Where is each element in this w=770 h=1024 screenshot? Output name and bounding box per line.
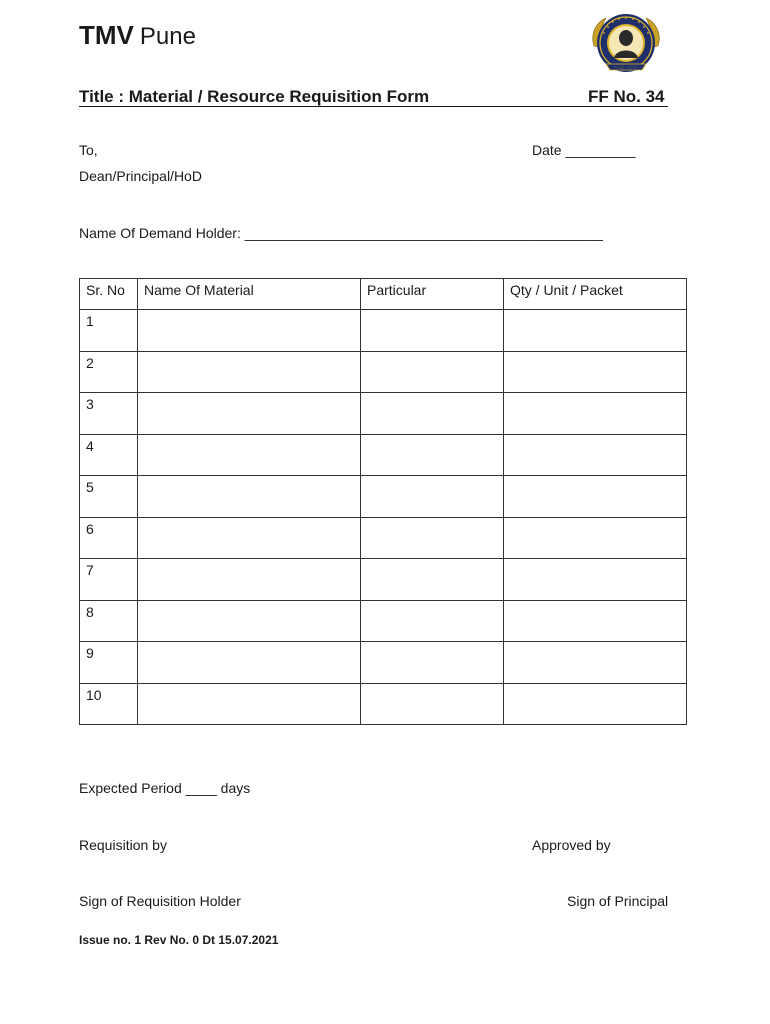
material-name-cell[interactable] [138,559,361,601]
sr-no-cell: 9 [80,642,138,684]
table-row [80,434,687,476]
addressee: Dean/Principal/HoD [79,168,202,184]
table-row [80,559,687,601]
qty-cell[interactable] [504,683,687,725]
particular-cell[interactable] [361,559,504,601]
requisition-table [79,278,687,725]
form-number: FF No. 34 [588,87,665,106]
particular-cell[interactable] [361,642,504,684]
qty-cell[interactable] [504,642,687,684]
sr-no-cell: 7 [80,559,138,601]
sign-requisition-holder-label: Sign of Requisition Holder [79,893,241,909]
approved-by-label: Approved by [532,837,611,853]
header-particular: Particular [361,279,504,310]
issue-revision-info: Issue no. 1 Rev No. 0 Dt 15.07.2021 [79,933,279,947]
qty-cell[interactable] [504,517,687,559]
form-title: Title : Material / Resource Requisition Form [79,87,430,106]
material-name-cell[interactable] [138,683,361,725]
qty-cell[interactable] [504,559,687,601]
logo-established-text: Estd. 1921 [614,66,638,72]
demand-holder-field[interactable]: Name Of Demand Holder: ______________________________________________ [79,225,603,241]
particular-cell[interactable] [361,434,504,476]
particular-cell[interactable] [361,517,504,559]
material-name-cell[interactable] [138,600,361,642]
table-row [80,517,687,559]
table-row [80,600,687,642]
sr-no-cell: 4 [80,434,138,476]
header-name-of-material: Name Of Material [138,279,361,310]
sr-no-cell: 8 [80,600,138,642]
requisition-by-label: Requisition by [79,837,167,853]
particular-cell[interactable] [361,683,504,725]
table-header-row [80,279,687,310]
qty-cell[interactable] [504,600,687,642]
qty-cell[interactable] [504,393,687,435]
particular-cell[interactable] [361,476,504,518]
material-name-cell[interactable] [138,642,361,684]
table-row [80,476,687,518]
material-name-cell[interactable] [138,476,361,518]
table-row [80,310,687,352]
material-name-cell[interactable] [138,310,361,352]
sr-no-cell: 3 [80,393,138,435]
organization-name [79,20,196,52]
table-row [80,393,687,435]
sr-no-cell: 2 [80,351,138,393]
expected-period-field[interactable]: Expected Period ____ days [79,780,251,796]
qty-cell[interactable] [504,434,687,476]
sr-no-cell: 6 [80,517,138,559]
particular-cell[interactable] [361,600,504,642]
material-name-cell[interactable] [138,393,361,435]
table-row [80,642,687,684]
organization-place: Pune [139,23,196,50]
table-row [80,351,687,393]
sr-no-cell: 5 [80,476,138,518]
qty-cell[interactable] [504,351,687,393]
organization-short-name: TMV [79,20,134,50]
material-name-cell[interactable] [138,351,361,393]
table-row [80,683,687,725]
qty-cell[interactable] [504,476,687,518]
sr-no-cell: 1 [80,310,138,352]
header-sr-no: Sr. No [80,279,138,310]
particular-cell[interactable] [361,310,504,352]
header-qty-unit-packet: Qty / Unit / Packet [504,279,687,310]
date-field[interactable]: Date _________ [532,142,636,158]
material-name-cell[interactable] [138,517,361,559]
title-divider [79,106,668,107]
particular-cell[interactable] [361,393,504,435]
particular-cell[interactable] [361,351,504,393]
to-label: To, [79,142,98,158]
material-name-cell[interactable] [138,434,361,476]
sr-no-cell: 10 [80,683,138,725]
qty-cell[interactable] [504,310,687,352]
sign-principal-label: Sign of Principal [567,893,669,909]
